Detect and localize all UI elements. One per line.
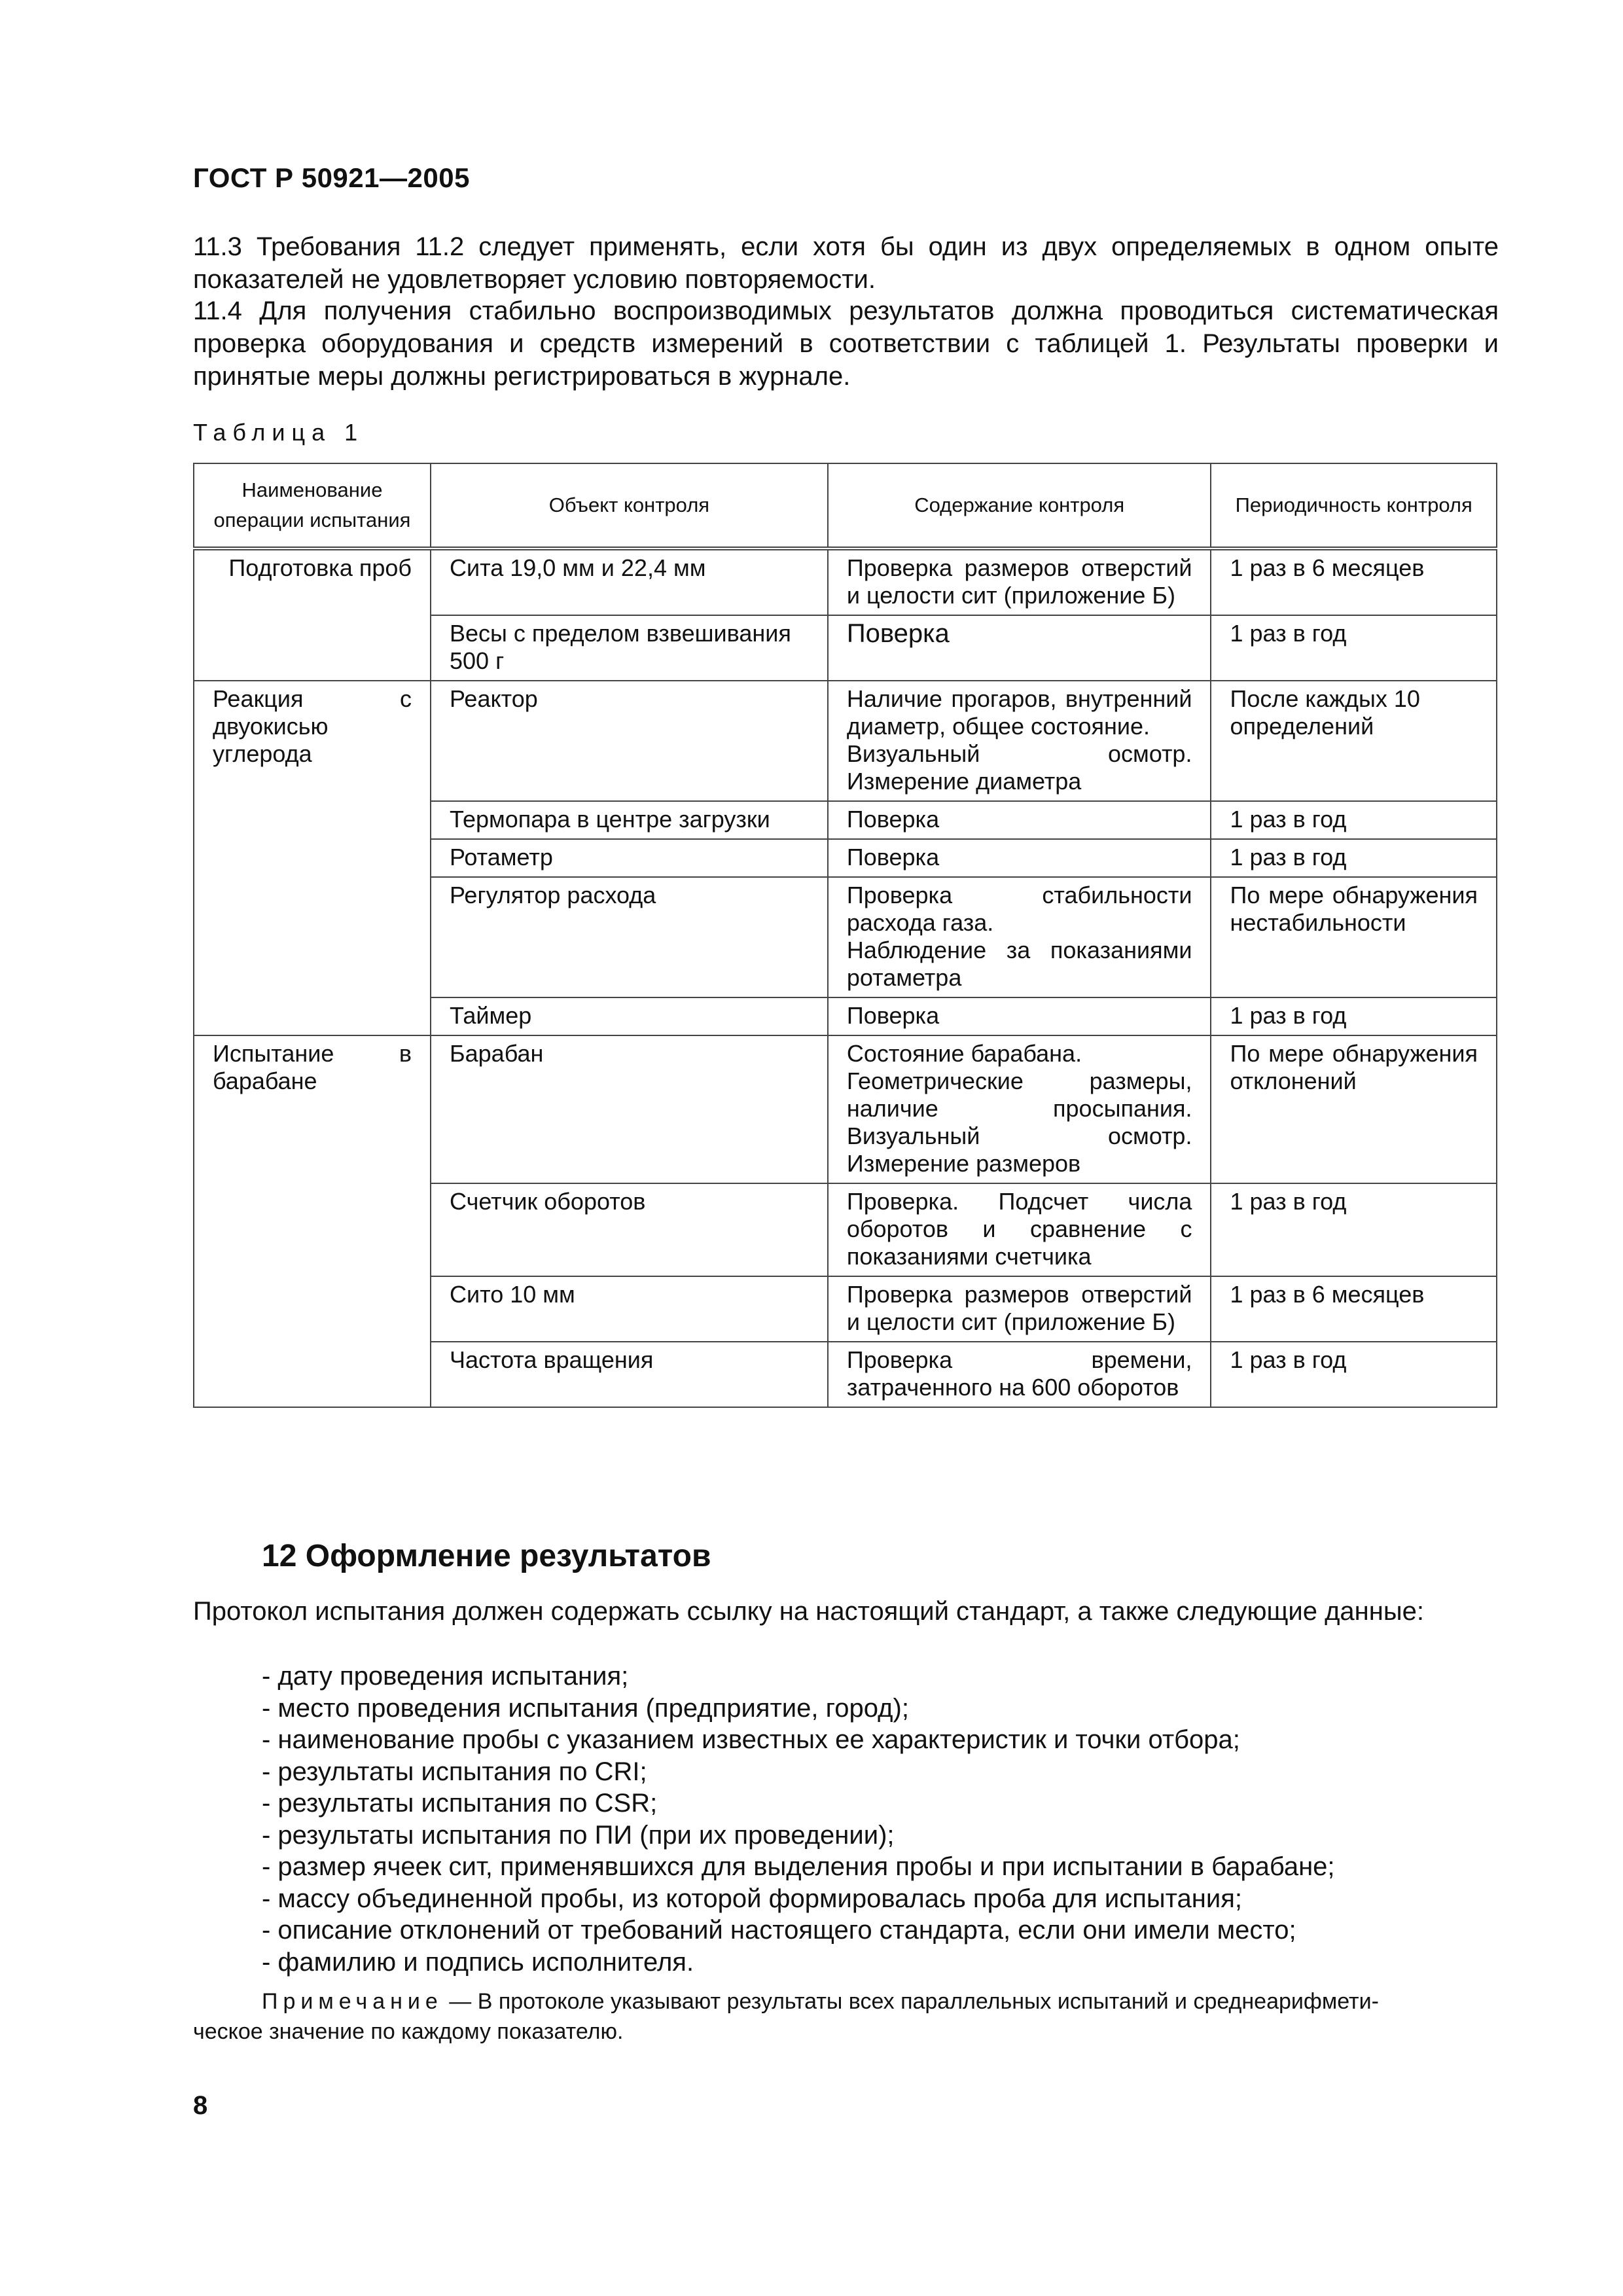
protocol-items-list — [262, 1660, 1335, 1978]
section-12-title: 12 Оформление результатов — [262, 1539, 711, 1573]
content-cell: Проверка времени, затраченного на 600 оборотов — [828, 1342, 1211, 1407]
operation-cell: Испытание в барабане — [194, 1035, 431, 1407]
list-item: - массу объединенной пробы, из которой формировалась проба для испытания; — [262, 1884, 1242, 1913]
list-item: - описание отклонений от требований настоящего стандарта, если они имели место; — [262, 1916, 1296, 1945]
header-operation: Наименование операции испытания — [194, 463, 431, 548]
header-period: Периодичность контроля — [1211, 463, 1497, 548]
list-item: - место проведения испытания (предприятие, город); — [262, 1693, 909, 1723]
content-line: Визуальный осмотр. Измерение диаметра — [846, 740, 1192, 795]
content-cell: Поверка — [828, 839, 1211, 877]
period-cell: После каждых 10 определений — [1211, 681, 1497, 801]
period-cell: 1 раз в год — [1211, 801, 1497, 839]
object-cell: Сита 19,0 мм и 22,4 мм — [431, 548, 828, 615]
content-cell — [828, 681, 1211, 801]
object-cell: Барабан — [431, 1035, 828, 1183]
object-cell: Регулятор расхода — [431, 877, 828, 997]
object-cell: Счетчик оборотов — [431, 1183, 828, 1276]
content-cell — [828, 877, 1211, 997]
content-cell: Проверка размеров отверстий и целости сит (приложение Б) — [828, 1276, 1211, 1342]
content-line: Наблюдение за показаниями ротаметра — [846, 937, 1192, 991]
period-cell: По мере обнаружения нестабильности — [1211, 877, 1497, 997]
page-number: 8 — [193, 2091, 208, 2120]
period-cell: 1 раз в год — [1211, 615, 1497, 681]
content-cell — [828, 1035, 1211, 1183]
note-label: Примечание — [262, 1989, 443, 2014]
section-12-intro: Протокол испытания должен содержать ссылку на настоящий стандарт, а также следующие данные: — [193, 1597, 1424, 1626]
period-cell: 1 раз в 6 месяцев — [1211, 1276, 1497, 1342]
table-label: Таблица 1 — [193, 419, 365, 446]
object-cell: Ротаметр — [431, 839, 828, 877]
period-cell: 1 раз в год — [1211, 1342, 1497, 1407]
note-text: — В протоколе указывают результаты всех параллельных испытаний и среднеарифмети- — [442, 1989, 1379, 2014]
period-cell: 1 раз в год — [1211, 997, 1497, 1035]
object-cell: Реактор — [431, 681, 828, 801]
list-item: - результаты испытания по CSR; — [262, 1789, 658, 1818]
paragraph-11-3: 11.3 Требования 11.2 следует применять, если хотя бы один из двух определяемых в одном опыте показателей не удовлетворяет условию повторяемости. — [193, 232, 1499, 294]
object-cell: Термопара в центре загрузки — [431, 801, 828, 839]
control-table — [193, 463, 1497, 1408]
paragraph-11-4: 11.4 Для получения стабильно воспроизводимых результатов должна проводиться систематическая проверка оборудования и средств измерений в соответствии с таблицей 1. Результаты проверки и принятые меры должны регистрироваться в журнале. — [193, 296, 1499, 391]
note-continuation: ческое значение по каждому показателю. — [193, 2019, 624, 2044]
list-item: - фамилию и подпись исполнителя. — [262, 1947, 694, 1977]
list-item: - дату проведения испытания; — [262, 1662, 629, 1691]
object-cell: Таймер — [431, 997, 828, 1035]
header-object: Объект контроля — [431, 463, 828, 548]
period-cell: По мере обнаружения отклонений — [1211, 1035, 1497, 1183]
list-item: - результаты испытания по CRI; — [262, 1757, 647, 1786]
content-cell: Поверка — [828, 615, 1211, 681]
object-cell: Частота вращения — [431, 1342, 828, 1407]
table-row — [194, 548, 1497, 615]
table-row — [194, 681, 1497, 801]
content-cell: Проверка размеров отверстий и целости сит (приложение Б) — [828, 548, 1211, 615]
period-cell: 1 раз в год — [1211, 1183, 1497, 1276]
table-row — [194, 1035, 1497, 1183]
object-cell: Сито 10 мм — [431, 1276, 828, 1342]
note — [262, 1986, 1499, 2017]
content-cell: Поверка — [828, 997, 1211, 1035]
list-item: - результаты испытания по ПИ (при их проведении); — [262, 1820, 895, 1850]
operation-cell: Подготовка проб — [194, 548, 431, 681]
list-item: - размер ячеек сит, применявшихся для выделения пробы и при испытании в барабане; — [262, 1852, 1335, 1881]
table-header-row — [194, 463, 1497, 548]
period-cell: 1 раз в год — [1211, 839, 1497, 877]
header-content: Содержание контроля — [828, 463, 1211, 548]
content-cell: Поверка — [828, 801, 1211, 839]
document-header: ГОСТ Р 50921—2005 — [193, 162, 470, 193]
content-cell: Проверка. Подсчет числа оборотов и сравнение с показаниями счетчика — [828, 1183, 1211, 1276]
period-cell: 1 раз в 6 месяцев — [1211, 548, 1497, 615]
content-line: Состояние барабана. — [846, 1040, 1082, 1067]
object-cell: Весы с пределом взвешивания 500 г — [431, 615, 828, 681]
list-item: - наименование пробы с указанием известных ее характеристик и точки отбора; — [262, 1725, 1240, 1754]
content-line: Наличие прогаров, внутренний диаметр, общее состояние. — [846, 685, 1192, 740]
content-line: Геометрические размеры, наличие просыпания. Визуальный осмотр. Измерение размеров — [846, 1067, 1192, 1177]
content-line: Проверка стабильности расхода газа. — [846, 882, 1192, 936]
operation-cell: Реакция с двуокисью углерода — [194, 681, 431, 1035]
